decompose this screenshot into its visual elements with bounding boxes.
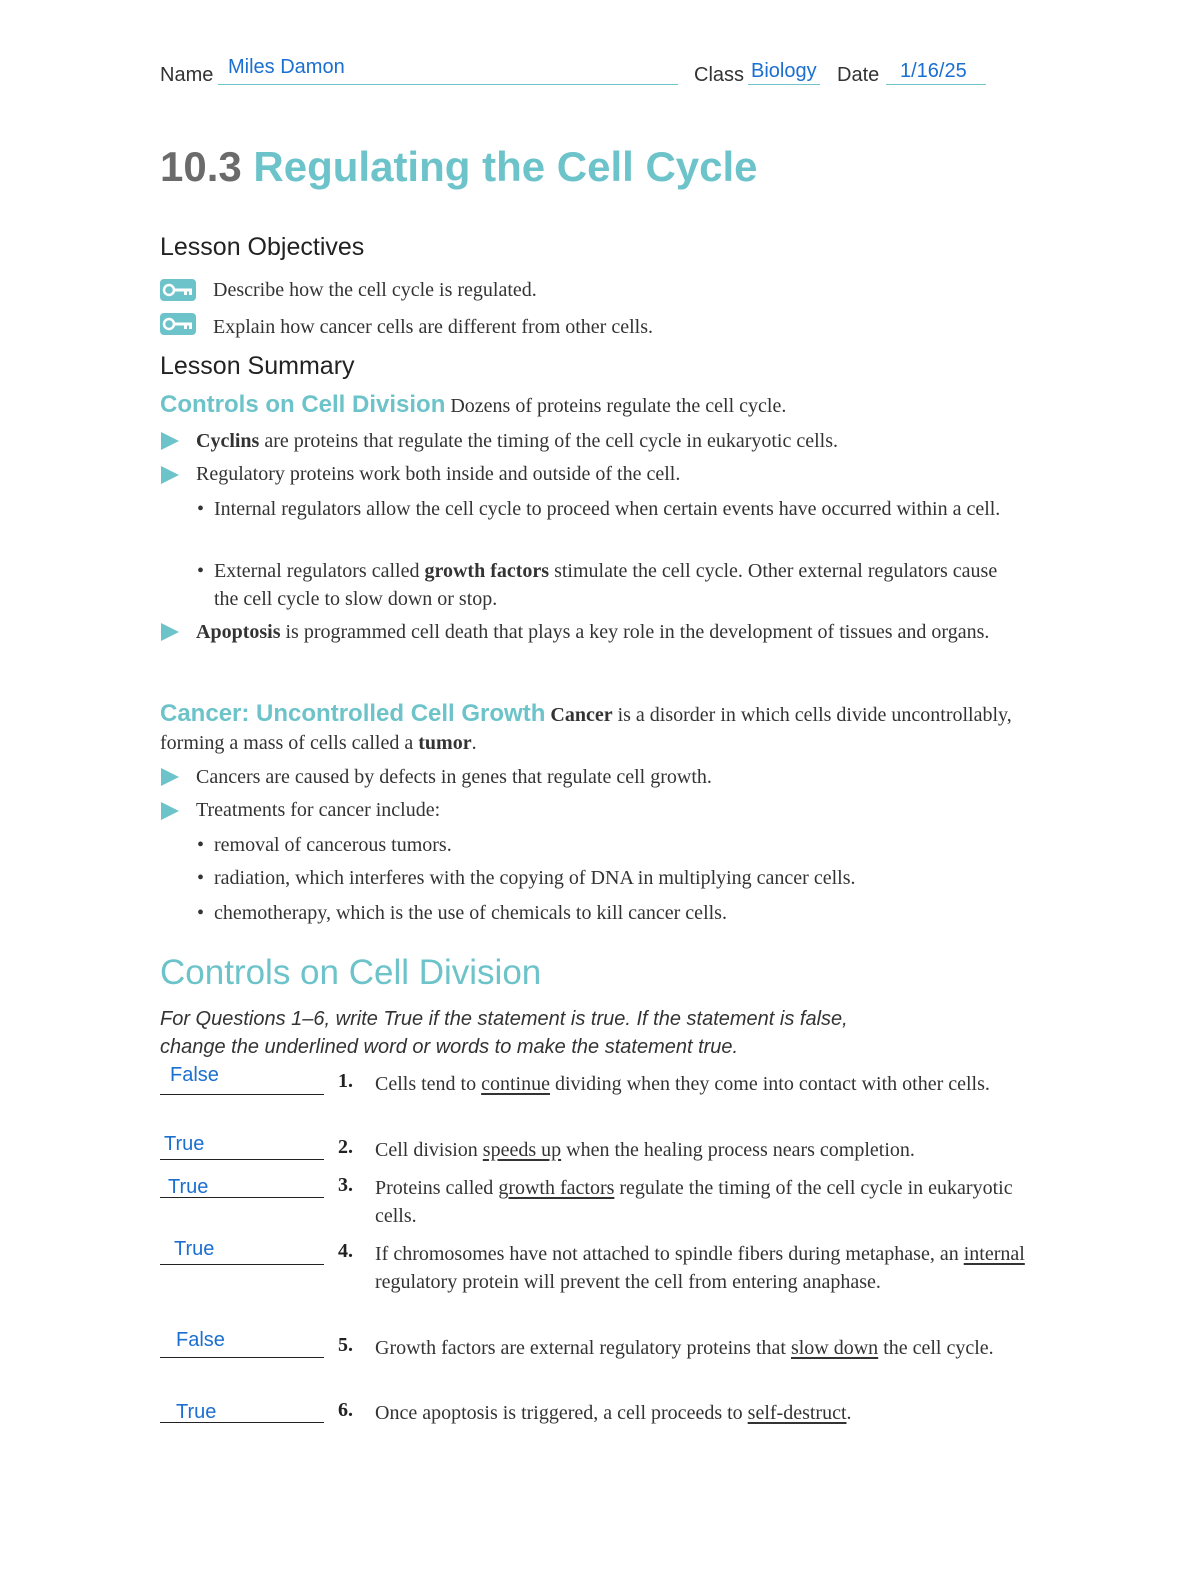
answer-2[interactable]: True [164,1133,205,1155]
answer-line [160,1159,324,1160]
question-1: Cells tend to continue dividing when they come into contact with other cells. [375,1073,990,1095]
date-line [886,84,986,85]
name-field[interactable]: Miles Damon [228,56,345,78]
sub-external: External regulators called growth factors stimulate the cell cycle. Other external regulators cause the cell cycle to slow down or stop. [214,560,998,610]
title-text: Regulating the Cell Cycle [253,143,758,190]
class-field[interactable]: Biology [751,60,817,82]
question-4: If chromosomes have not attached to spindle fibers during metaphase, an internal regulatory protein will prevent the cell from entering anaphase. [375,1243,1025,1293]
summary-heading: Lesson Summary [160,352,355,380]
question-5: Growth factors are external regulatory proteins that slow down the cell cycle. [375,1337,994,1359]
bullet-cyclins: Cyclins are proteins that regulate the timing of the cell cycle in eukaryotic cells. [196,430,839,452]
bullet-regulatory: Regulatory proteins work both inside and outside of the cell. [196,463,681,485]
date-label: Date [837,64,880,86]
question-3: Proteins called growth factors regulate the timing of the cell cycle in eukaryotic cells. [375,1177,1013,1227]
sub-internal: Internal regulators allow the cell cycle to proceed when certain events have occurred within a cell. [214,498,1001,520]
bullet-treatments: Treatments for cancer include: [196,799,441,821]
cancer-paragraph: Cancer: Uncontrolled Cell Growth Cancer is a disorder in which cells divide uncontrollably, forming a mass of cells called a tumor. [160,700,1012,754]
questions-heading: Controls on Cell Division [160,953,542,992]
objective-1: Describe how the cell cycle is regulated. [213,279,537,301]
answer-3[interactable]: True [168,1176,209,1198]
bullet-triangle-icon [161,466,179,484]
answer-line [160,1264,324,1265]
answer-6[interactable]: True [176,1401,217,1423]
bullet-triangle-icon [161,802,179,820]
bullet-cancer-causes: Cancers are caused by defects in genes that regulate cell growth. [196,766,712,788]
bullet-triangle-icon [161,768,179,786]
dot-icon: • [197,560,205,582]
question-number: 5. [338,1334,353,1356]
instructions-line-2: change the underlined word or words to make the statement true. [160,1036,739,1058]
controls-paragraph [160,391,1040,420]
question-number: 1. [338,1070,353,1092]
cancer-subheading: Cancer: Uncontrolled Cell Growth [160,700,546,727]
controls-subheading: Controls on Cell Division [160,391,446,418]
question-number: 2. [338,1136,353,1158]
dot-icon: • [197,498,205,520]
answer-line [160,1197,324,1198]
objective-2: Explain how cancer cells are different from other cells. [213,316,653,338]
answer-4[interactable]: True [174,1238,215,1260]
title-number: 10.3 [160,143,242,190]
controls-intro: Dozens of proteins regulate the cell cycle. [450,395,787,417]
treatment-radiation: radiation, which interferes with the copying of DNA in multiplying cancer cells. [214,867,856,889]
answer-1[interactable]: False [170,1064,219,1086]
bullet-apoptosis: Apoptosis is programmed cell death that plays a key role in the development of tissues and organs. [196,621,990,643]
question-number: 4. [338,1240,353,1262]
question-number: 6. [338,1399,353,1421]
treatment-removal: removal of cancerous tumors. [214,834,452,856]
dot-icon: • [197,834,205,856]
answer-line [160,1094,324,1095]
class-line [748,84,820,85]
class-label: Class [694,64,745,86]
bullet-triangle-icon [161,432,179,450]
dot-icon: • [197,867,205,889]
objectives-heading: Lesson Objectives [160,233,365,261]
question-2: Cell division speeds up when the healing process nears completion. [375,1139,915,1161]
answer-line [160,1357,324,1358]
name-line [218,84,678,85]
instructions-line-1: For Questions 1–6, write True if the statement is true. If the statement is false, [160,1008,848,1030]
date-field[interactable]: 1/16/25 [900,60,967,82]
question-number: 3. [338,1174,353,1196]
dot-icon: • [197,902,205,924]
bullet-triangle-icon [161,623,179,641]
treatment-chemotherapy: chemotherapy, which is the use of chemicals to kill cancer cells. [214,902,727,924]
question-6: Once apoptosis is triggered, a cell proceeds to self-destruct. [375,1402,852,1424]
name-label: Name [160,64,214,86]
answer-line [160,1422,324,1423]
page-title [160,143,758,191]
answer-5[interactable]: False [176,1329,225,1351]
key-icon [160,313,196,335]
key-icon [160,279,196,301]
